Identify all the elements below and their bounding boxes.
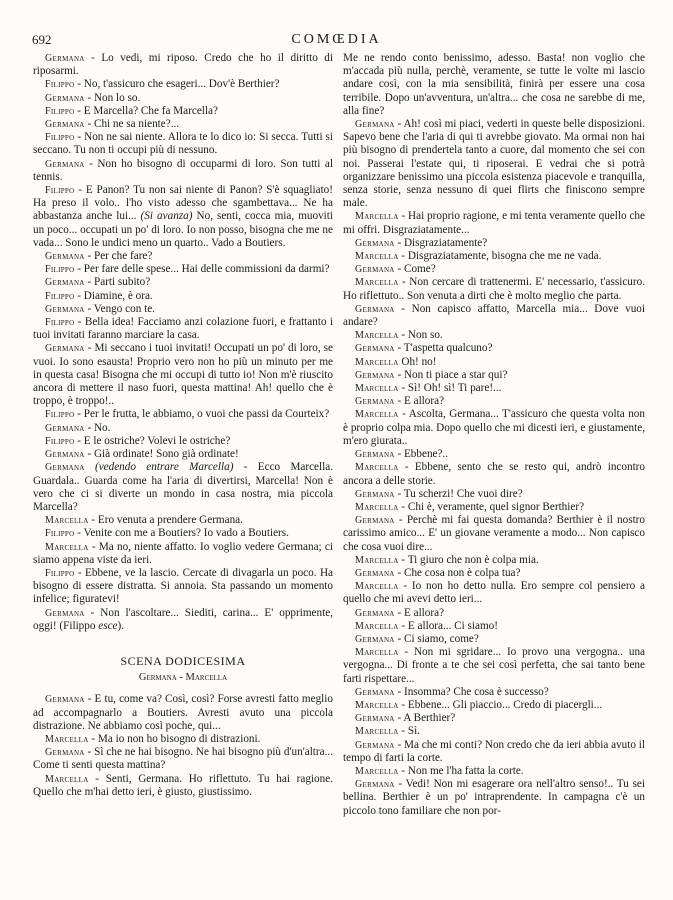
line-text: - No, t'assicuro che esageri... Dov'è Berthier?	[74, 78, 280, 91]
dialogue-line	[33, 693, 333, 733]
speaker-name: Marcella	[355, 356, 399, 368]
speaker-name: Marcella	[355, 501, 399, 513]
speaker-name: Marcella	[355, 620, 399, 632]
dialogue-line	[343, 725, 645, 738]
speaker-name: Filippo	[45, 528, 75, 540]
stage-direction: (Si avanza)	[140, 210, 193, 223]
speaker-name: Marcella	[355, 277, 399, 289]
speaker-name: Germana	[355, 515, 395, 527]
speaker-name: Germana	[45, 158, 85, 170]
speaker-name: Marcella	[355, 765, 399, 777]
line-text: - E allora?	[394, 606, 445, 619]
line-text: - Perchè mi fai questa domanda? Berthier è il nostro carissimo amico... E' un giovane veramente a modo... Non capisco che cosa vuoi dire...	[343, 514, 645, 553]
speaker-name: Germana	[355, 303, 395, 315]
dialogue-line	[33, 78, 333, 91]
speaker-name: Filippo	[45, 567, 75, 579]
dialogue-line	[33, 316, 333, 342]
line-text: - Disgraziatamente, bisogna che me ne vada.	[398, 250, 602, 263]
line-text: - E allora... Ci siamo!	[398, 619, 498, 632]
dialogue-line	[343, 276, 645, 302]
speaker-name: Marcella	[355, 726, 399, 738]
dialogue-line	[33, 746, 333, 772]
line-text: No, senti, cocca mia, muoviti un poco... occupati un po' di loro. Io non posso, bisogna che me ne vada... Sono le undici meno un quarto.. Vado a Boutiers.	[33, 210, 334, 249]
line-text: - Ebbene, ve la lascio. Cercate di divagarla un poco. Ha bisogno di essere distratta. Si annoia. Sta passando un momento infelice; figuratevi!	[33, 566, 333, 606]
speaker-name: Filippo	[45, 79, 75, 91]
line-text: Oh! no!	[398, 355, 437, 368]
line-text: - Disgraziatamente?	[394, 236, 488, 249]
dialogue-line	[343, 356, 645, 369]
speaker-name: Germana	[45, 53, 85, 64]
speaker-name: Marcella	[355, 330, 399, 342]
line-text: - Ma no, niente affatto. Io voglio vedere Germana; ci siamo appena viste da ieri.	[33, 540, 333, 566]
dialogue-line	[33, 263, 333, 276]
left-column	[33, 52, 333, 799]
line-text: - Ma io non ho bisogno di distrazioni.	[88, 732, 261, 745]
dialogue-line	[33, 276, 333, 289]
speaker-name: Germana	[45, 422, 85, 434]
line-text: - Ebbene, sento che se resto qui, andrò incontro ancora a delle storie.	[343, 461, 645, 487]
speaker-name: Germana	[355, 343, 395, 355]
dialogue-line	[33, 733, 333, 746]
line-text: - Hai proprio ragione, e mi tenta veramente quello che mi offri. Disgraziatamente...	[343, 210, 645, 236]
line-text: - Per che fare?	[84, 250, 153, 263]
page-number: 692	[32, 32, 52, 47]
speaker-name: Marcella	[45, 773, 89, 785]
dialogue-line	[343, 488, 645, 501]
dialogue-line	[33, 435, 333, 448]
dialogue-line	[33, 303, 333, 316]
line-text: - Ebbene... Gli piaccio... Credo di piacergli...	[398, 698, 603, 711]
dialogue-line	[33, 184, 333, 250]
line-text: - Ecco Marcella. Guardala.. Guarda come ha l'aria di divertirsi, Marcella! Non è vero che ci si diverte un mondo in casa nostra, mia piccola Marcella?	[33, 461, 333, 513]
dialogue-line	[343, 448, 645, 461]
line-text: - Ti giuro che non è colpa mia.	[398, 553, 539, 566]
line-text: - Ma che mi conti? Non credo che da ieri abbia avuto il tempo di farti la corte.	[343, 738, 645, 764]
speaker-name: Germana	[355, 369, 395, 381]
line-text: - Per le frutta, le abbiamo, o vuoi che passi da Courteix?	[74, 408, 330, 421]
line-text: - Non me l'ha fatta la corte.	[398, 764, 524, 777]
dialogue-line	[343, 607, 645, 620]
line-text: - Non capisco affatto, Marcella mia... Dove vuoi andare?	[343, 302, 645, 329]
dialogue-line	[343, 461, 645, 487]
dialogue-line	[33, 342, 333, 408]
line-text: - E allora?	[394, 395, 445, 408]
line-text: - Vengo con te.	[84, 302, 155, 315]
speaker-name: Germana	[45, 303, 85, 315]
dialogue-line	[343, 514, 645, 554]
speaker-name: Germana	[45, 119, 85, 131]
line-text: ).	[117, 619, 125, 632]
speaker-name: Filippo	[45, 409, 75, 421]
speaker-name: Filippo	[45, 185, 75, 197]
line-text: - Non l'ascoltare... Siediti, carina... E' opprimente, oggi! (Filippo	[33, 606, 333, 632]
dialogue-line	[33, 92, 333, 105]
line-text: - Tu scherzi! Che vuoi dire?	[394, 487, 523, 500]
dialogue-line	[343, 408, 645, 448]
dialogue-line	[33, 567, 333, 607]
line-text: - Io non ho detto nulla. Ero sempre col pensiero a quello che mi avevi detto ieri...	[343, 580, 645, 606]
speaker-name: Germana	[355, 739, 395, 751]
line-text: - Ah! così mi piaci, vederti in queste belle disposizioni. Sapevo bene che l'aria di qui ti avrebbe giovato. Ma ormai non hai più bisogno di prendertela tanto a cuore, dal momento che sei con noi. Passerai l'estate qui, ti riposerai. E vedrai che si potrà organizzare benissimo una piccola esistenza piacevole e tranquilla, senza storie, senza nessuno di quei flirts che finiscono sempre male.	[343, 118, 645, 210]
speaker-name: Germana	[355, 264, 395, 276]
dialogue-line	[343, 739, 645, 765]
dialogue-line	[33, 514, 333, 527]
speaker-name: Marcella	[355, 554, 399, 566]
right-column	[343, 52, 645, 818]
speaker-name: Germana	[355, 607, 395, 619]
line-text	[85, 461, 95, 473]
speaker-name: Marcella	[45, 515, 89, 527]
line-text: - E le ostriche? Volevi le ostriche?	[74, 434, 231, 447]
line-text: - Diamine, è ora.	[74, 289, 153, 302]
line-text: - Chi è, veramente, quel signor Berthier?	[398, 500, 585, 513]
line-text: - Insomma? Che cosa è successo?	[394, 685, 549, 698]
line-text: - Parti subito?	[84, 276, 151, 289]
dialogue-line	[33, 408, 333, 421]
speaker-name: Marcella	[355, 699, 399, 711]
line-text: - E tu, come va? Così, così? Forse avresti fatto meglio ad accompagnarlo a Boutiers. Avresti avuto una piccola distrazione. Ne abbiamo così poche, qui...	[33, 693, 333, 732]
line-text: - Sì che ne hai bisogno. Ne hai bisogno più d'un'altra... Come ti senti questa mattina?	[33, 746, 333, 772]
speaker-name: Marcella	[355, 409, 399, 421]
dialogue-line	[343, 554, 645, 567]
dialogue-line	[343, 712, 645, 725]
speaker-name: Germana	[45, 462, 85, 474]
dialogue-line	[33, 290, 333, 303]
dialogue-line	[343, 646, 645, 686]
line-text: - Non cercare di trattenermi. E' necessario, t'assicuro. Ho riflettuto.. Son venuta a dirti che è molto meglio che parta.	[343, 276, 645, 302]
speaker-name: Germana	[45, 343, 85, 355]
line-text: - Senti, Germana. Ho riflettuto. Tu hai ragione. Quello che m'hai detto ieri, è giusto, giustissimo.	[33, 772, 333, 798]
dialogue-line	[33, 607, 333, 633]
dialogue-line	[343, 329, 645, 342]
speaker-name: Germana	[45, 277, 85, 289]
scene-gap	[33, 633, 333, 655]
line-text: - Che cosa non è colpa tua?	[394, 566, 521, 579]
line-text: - Non so.	[398, 329, 443, 342]
line-text: - Non mi sgridare... Io provo una vergogna.. una vergogna... Di fronte a te che sei così perfetta, che sai tanto bene farti rispettare...	[343, 646, 645, 685]
dialogue-line	[343, 263, 645, 276]
speaker-name: Germana	[355, 779, 395, 791]
line-text: - Chi ne sa niente?...	[84, 118, 180, 131]
line-text: - Ascolta, Germana... T'assicuro che questa volta non è proprio colpa mia. Dopo quello che mi dicesti ieri, e giustamente, m'ero giurata..	[343, 408, 645, 447]
dialogue-line	[343, 395, 645, 408]
line-text: - Non lo so.	[84, 91, 141, 104]
dialogue-line	[343, 686, 645, 699]
line-text: - A Berthier?	[394, 712, 456, 725]
speaker-name: Germana	[355, 119, 395, 131]
scene-heading: SCENA DODICESIMA	[120, 653, 246, 668]
line-text: Me ne rendo conto benissimo, adesso. Basta! non voglio che m'accada più nulla, perchè, veramente, se tutte le volte mi lascio andare così, con la mia sensibilità, finirà per essere una cosa terribile. Dopo un'avventura, un'altra... che cosa ne sarebbe di me, alla fine?	[343, 52, 645, 117]
speaker-name: Germana	[355, 633, 395, 645]
speaker-name: Marcella	[45, 733, 89, 745]
speaker-name: Germana	[355, 237, 395, 249]
dialogue-line	[33, 250, 333, 263]
line-text: - Sì! Oh! sì! Ti pare!...	[398, 382, 502, 395]
speaker-name: Germana	[45, 449, 85, 461]
dialogue-line	[33, 541, 333, 567]
line-text: - Venite con me a Boutiers? Io vado a Boutiers.	[74, 527, 289, 540]
dialogue-line	[343, 237, 645, 250]
speaker-name: Marcella	[355, 211, 399, 223]
speaker-name: Marcella	[355, 647, 399, 659]
line-text: - T'aspetta qualcuno?	[394, 342, 493, 355]
speaker-name: Germana	[355, 686, 395, 698]
speaker-name: Filippo	[45, 290, 75, 302]
dialogue-line	[33, 158, 333, 184]
speaker-name: Germana	[355, 713, 395, 725]
dialogue-line	[343, 52, 645, 118]
speaker-name: Marcella	[355, 581, 399, 593]
dialogue-line	[33, 773, 333, 799]
dialogue-line	[343, 250, 645, 263]
speaker-name: Germana	[45, 607, 85, 619]
line-text: - Lo vedi, mi riposo. Credo che ho il diritto di riposarmi.	[33, 52, 333, 78]
speaker-name: Germana	[355, 567, 395, 579]
speaker-name: Germana	[45, 747, 85, 759]
dialogue-line	[343, 580, 645, 606]
dialogue-line	[343, 567, 645, 580]
line-text: - Non ne sai niente. Allora te lo dico io: Si secca. Tutti si seccano. Tu non ti occupi più di nessuno.	[33, 131, 333, 157]
line-text: - E Marcella? Che fa Marcella?	[74, 104, 218, 117]
speaker-name: Filippo	[45, 264, 75, 276]
dialogue-line	[343, 765, 645, 778]
line-text: - Ci siamo, come?	[394, 632, 479, 645]
dialogue-line	[33, 527, 333, 540]
line-text: - Non ti piace a star qui?	[394, 368, 508, 381]
running-title: COMŒDIA	[291, 32, 382, 47]
speaker-name: Germana	[45, 251, 85, 263]
dialogue-line	[343, 210, 645, 236]
line-text: - No.	[84, 421, 111, 434]
scene-cast: Germana - Marcella	[138, 672, 228, 684]
dialogue-line	[33, 52, 333, 78]
line-text: - Già ordinate! Sono già ordinate!	[84, 448, 239, 461]
speaker-name: Marcella	[355, 383, 399, 395]
line-text: - Non ho bisogno di occuparmi di loro. Son tutti al tennis.	[33, 157, 333, 183]
line-text: - Bella idea! Facciamo anzi colazione fuori, e frattanto i tuoi invitati faranno marciare la casa.	[33, 316, 333, 342]
line-text: - Sì.	[398, 725, 421, 738]
speaker-name: Filippo	[45, 317, 75, 329]
stage-direction: esce	[98, 619, 118, 632]
speaker-name: Germana	[355, 449, 395, 461]
speaker-name: Filippo	[45, 435, 75, 447]
line-text: - E Panon? Tu non sai niente di Panon? S'è squagliato! Ha preso il volo.. l'ho visto adesso che sgambettava... Ne ha abbastanza anche lui...	[33, 184, 333, 223]
speaker-name: Germana	[355, 488, 395, 500]
dialogue-line	[33, 422, 333, 435]
speaker-name: Filippo	[45, 132, 75, 144]
line-text: - Ebbene?..	[394, 448, 449, 461]
speaker-name: Germana	[45, 694, 85, 706]
dialogue-line	[33, 118, 333, 131]
dialogue-line	[343, 699, 645, 712]
line-text: - Mi seccano i tuoi invitati! Occupati un po' di loro, se vuoi. Io sono esausta! Proprio vero non ho più un minuto per me in questa casa! Bisogna che mi occupi di tutto io! Non m'è riuscito ancora di mettere il naso fuori, questa mattina! Ah! quello che è troppo, è troppo!..	[33, 342, 333, 408]
dialogue-line	[343, 382, 645, 395]
dialogue-line	[343, 620, 645, 633]
dialogue-line	[343, 501, 645, 514]
dialogue-line	[33, 461, 333, 514]
speaker-name: Marcella	[355, 462, 399, 474]
line-text: - Come?	[394, 263, 436, 276]
dialogue-line	[343, 342, 645, 355]
speaker-name: Filippo	[45, 105, 75, 117]
stage-direction: (vedendo entrare Marcella)	[94, 461, 234, 474]
dialogue-line	[343, 303, 645, 329]
dialogue-line	[343, 118, 645, 210]
speaker-name: Marcella	[355, 251, 399, 263]
dialogue-line	[33, 105, 333, 118]
dialogue-line	[343, 633, 645, 646]
dialogue-line	[343, 778, 645, 818]
dialogue-line	[343, 369, 645, 382]
dialogue-line	[33, 448, 333, 461]
speaker-name: Germana	[355, 396, 395, 408]
line-text: - Per fare delle spese... Hai delle commissioni da darmi?	[74, 263, 330, 276]
line-text: - Vedi! Non mi esagerare ora nell'altro senso!.. Tu sei bellina. Berthier è un po' intraprendente. In campagna c'è un piccolo tono familiare che non por-	[343, 778, 645, 817]
speaker-name: Germana	[45, 92, 85, 104]
line-text: - Ero venuta a prendere Germana.	[88, 514, 243, 527]
dialogue-line	[33, 131, 333, 157]
speaker-name: Marcella	[45, 541, 89, 553]
